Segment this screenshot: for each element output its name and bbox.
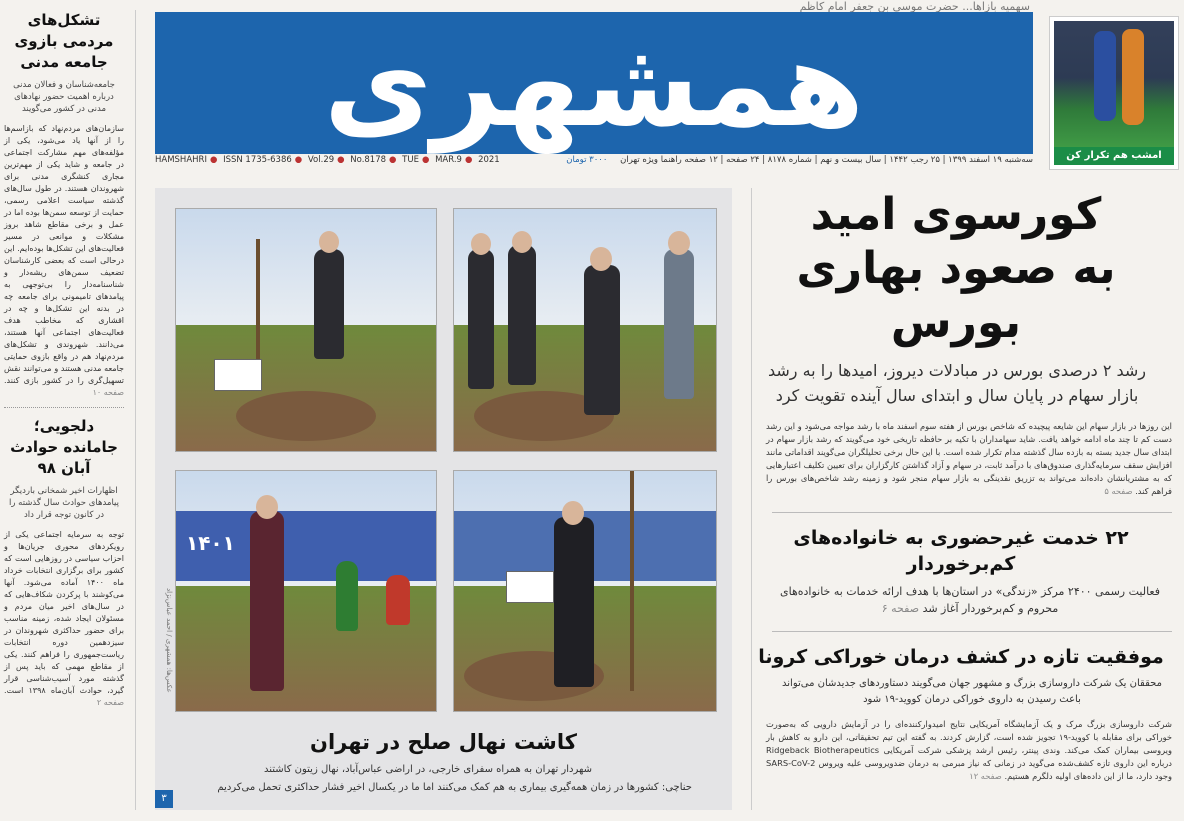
flag-sign: [214, 359, 262, 391]
story-services-headline[interactable]: ۲۲ خدمت غیرحضوری به خانواده‌های کم‌برخوردار: [793, 527, 1129, 575]
photo-headline[interactable]: کاشت نهال صلح در تهران: [310, 730, 577, 754]
player-orange: [1122, 29, 1144, 125]
year-latin: 2021: [478, 155, 500, 165]
photo-lede-1: شهردار تهران به همراه سفرای خارجی، در اراضی عباس‌آباد، نهال زیتون کاشتند: [264, 764, 592, 775]
story-services-ref[interactable]: صفحه ۶: [881, 602, 920, 615]
sport-caption: امشب هم تکرار کن: [1054, 147, 1174, 165]
story2-title: دلجویی؛ جامانده حوادث آبان ۹۸: [10, 417, 118, 477]
issue-info-latin: HAMSHAHRI ● ISSN 1735-6386 ● Vol.29 ● No.8178 ● TUE ● MAR.9 ● 2021: [155, 155, 500, 165]
main-headline[interactable]: [752, 188, 1180, 350]
story2-body-text: توجه به سرمایه اجتماعی یکی از رویکردهای محوری جریان‌ها و احزاب سیاسی در روزهایی است که کشور برای برگزاری انتخابات خرداد ماه ۱۴۰۰ آماده می‌شود. آنها می‌کوشند با پرکردن شکاف‌هایی که در سال‌های اخیر میان مردم و مسئولان ایجاد شده، زمینه مناسب برای حضور حداکثری شهروندان در سیزدهمین دوره انتخابات ریاست‌جمهوری را فراهم کنند. یکی از مقاطع مهمی که باید پس از گذشته مورد آسیب‌شناسی قرار گیرد، حوادث آبان‌ماه ۱۳۹۸ است.: [4, 530, 124, 695]
logo-text: همشهری: [323, 15, 865, 153]
main-lede: رشد ۲ درصدی بورس در مبادلات دیروز، امیدها را به رشد بازار سهام در پایان سال و ابتدای سال آینده تقویت کرد: [767, 361, 1147, 405]
sport-teaser[interactable]: [1049, 16, 1179, 170]
story-corona-body: [766, 718, 1172, 783]
photo-planting-3: [175, 470, 437, 712]
top-teaser-line: سهمیه بازاها... حضرت موسی بن جعفر امام کاظم: [799, 0, 1030, 12]
story-corona-body-text: شرکت داروسازی بزرگ مرک و یک آزمایشگاه آمریکایی نتایج امیدوارکننده‌ای را در آزمایش دارویی که به‌صورت خوراکی برای مقابله با کووید-۱۹ تجویز شده است، گزارش کردند. به گفته این تیم تحقیقاتی، این دارو به کاهش بار ویروسی بیماران کمک می‌کند. وندی پینتر، رئیس ارشد پزشکی شرکت آمریکایی Ridgeback Biotherapeutics درباره این داروی تازه کشف‌شده می‌گوید در زمانی که نیاز مبرمی به درمان ضدویروسی علیه ویروس SARS-CoV-2 وجود دارد، ما از این داده‌های اولیه دلگرم هستیم.: [766, 719, 1172, 781]
banner-number: ۱۴۰۱: [186, 531, 235, 555]
story-services-lede-text: فعالیت رسمی ۲۴۰۰ مرکز «زندگی» در استان‌ها با هدف ارائه خدمات به خانواده‌های محروم و کم‌برخوردار آغاز شد: [779, 585, 1160, 615]
sport-photo: [1054, 21, 1174, 147]
main-headline-line1: کورسوی امید: [810, 189, 1102, 240]
photo-lede-2: حناچی: کشورها در زمان همه‌گیری بیماری به هم کمک می‌کنند اما ما در یکسال اخیر فشار حداکثری تحمل می‌کردیم: [217, 782, 692, 793]
left-column: [4, 10, 124, 810]
column-divider: [4, 407, 124, 408]
main-body-text: این روزها در بازار سهام این شایعه پیچیده که شاخص بورس از هفته سوم اسفند ماه با رشد مواجه می‌شود و این رشد دست کم تا چند ماه ادامه خواهد یافت. شاید سهامداران با تکیه بر حافظه تاریخی خود می‌گویند که رشد بازار سهام در ابتدای سال جدید بسته به بازده سال گذشته مدام تکرار شده است. با این حال برخی تحلیلگران می‌گویند اقداماتی مانند افزایش سقف سرمایه‌گذاری صندوق‌های با درآمد ثابت، در سهام و آزاد گذاشتن کارگزاران برای تعیین تکلیف اعتبارهایی که به مشتریانشان داده‌اند می‌تواند به تزریق نقدینگی به بازار سهام منجر شود و زمینه رشد شاخص‌های بورس را فراهم کند.: [766, 421, 1172, 496]
column-rule: [135, 10, 136, 810]
flag-sign-pakistan: [506, 571, 554, 603]
story2-body: [4, 529, 124, 709]
story1-body-text: سازمان‌های مردم‌نهاد که بازاسم‌ها را از آنها یاد می‌شود، یکی از مؤلفه‌های مهم مشارکت اجتماعی در جامعه و شاید یکی از مهم‌ترین مجاری کنشگری مدنی برای شهروندان هستند. در طول سال‌های گذشته سیاست اعلامی رسمی، حمایت از توسعه سمن‌ها بوده اما در عمل و برخی مقاطع شاهد بروز مشکلات و موانعی در مسیر فعالیت‌های این تشکل‌ها بوده‌ایم. این درحالی است که بعضی کارشناسان تضعیف سمن‌های ریشه‌دار و شناسنامه‌دار را بی‌توجهی به پیامدهای تامیمونی برای جامعه چه در بدنه این تشکل‌ها و چه در اقشاری که مخاطب هدف فعالیت‌های اجتماعی آنها هستند، می‌دانند. شهروندی و تشکل‌های مردم‌نهاد هم در واقع بازوی حمایتی جامعه مدنی هستند و می‌توانند نقش تسهیل‌گری را در کشور بازی کنند.: [4, 124, 124, 385]
section-divider: [772, 512, 1172, 513]
price: ۳۰۰۰ تومان: [566, 155, 608, 165]
main-body: [766, 420, 1172, 498]
weekday: TUE: [402, 155, 419, 165]
issue-number: No.8178: [350, 155, 387, 165]
photo-planting-2: [453, 208, 717, 452]
section-divider-2: [772, 631, 1172, 632]
story-corona-ref[interactable]: صفحه ۱۲: [969, 771, 1002, 781]
story1-body: [4, 123, 124, 399]
story2-lead: اظهارات اخیر شمخانی باردیگر پیامدهای حوادث سال گذشته را در کانون توجه قرار داد: [9, 486, 119, 520]
story-corona-headline[interactable]: موفقیت تازه در کشف درمان خوراکی کرونا: [758, 646, 1164, 668]
photo-planting-1: [175, 208, 437, 452]
main-headline-line2: به صعود بهاری بورس: [796, 243, 1116, 348]
issue-date-persian: سه‌شنبه ۱۹ اسفند ۱۳۹۹ | ۲۵ رجب ۱۴۴۲ | سال بیست و نهم | شماره ۸۱۷۸ | ۲۴ صفحه | ۱۲ صفحه راهنما ویژه تهران: [620, 155, 1033, 165]
main-page-ref[interactable]: صفحه ۵: [1104, 486, 1133, 496]
story-corona-lede: محققان یک شرکت داروسازی بزرگ و مشهور جهان می‌گویند دستاوردهای جدیدشان می‌تواند باعث رسیدن به داروی خوراکی درمان کووید-۱۹ شود: [782, 678, 1162, 705]
photo-story-panel: [155, 188, 732, 810]
date-latin: MAR.9: [435, 155, 462, 165]
issue-info-persian: [566, 155, 1033, 165]
story-services-lede: [776, 583, 1164, 617]
story1-title: تشکل‌های مردمی بازوی جامعه مدنی: [14, 11, 114, 71]
photo-planting-4: [453, 470, 717, 712]
story2-page-ref[interactable]: صفحه ۲: [96, 698, 124, 707]
masthead-logo: [155, 12, 1033, 154]
player-blue: [1094, 31, 1116, 121]
issue-info-bar: [155, 155, 1033, 169]
volume: Vol.29: [307, 155, 335, 165]
page-badge[interactable]: ۳: [155, 790, 173, 808]
story1-lead: جامعه‌شناسان و فعالان مدنی درباره اهمیت حضور نهادهای مدنی در کشور می‌گویند: [13, 80, 115, 114]
paper-name-latin: HAMSHAHRI: [155, 155, 207, 165]
story1-page-ref[interactable]: صفحه ۱۰: [92, 388, 124, 397]
right-column: [752, 188, 1180, 813]
photo-credit: عکس‌ها: همشهری / احمد عباس‌نژاد: [165, 588, 173, 693]
issn: ISSN 1735-6386: [223, 155, 292, 165]
